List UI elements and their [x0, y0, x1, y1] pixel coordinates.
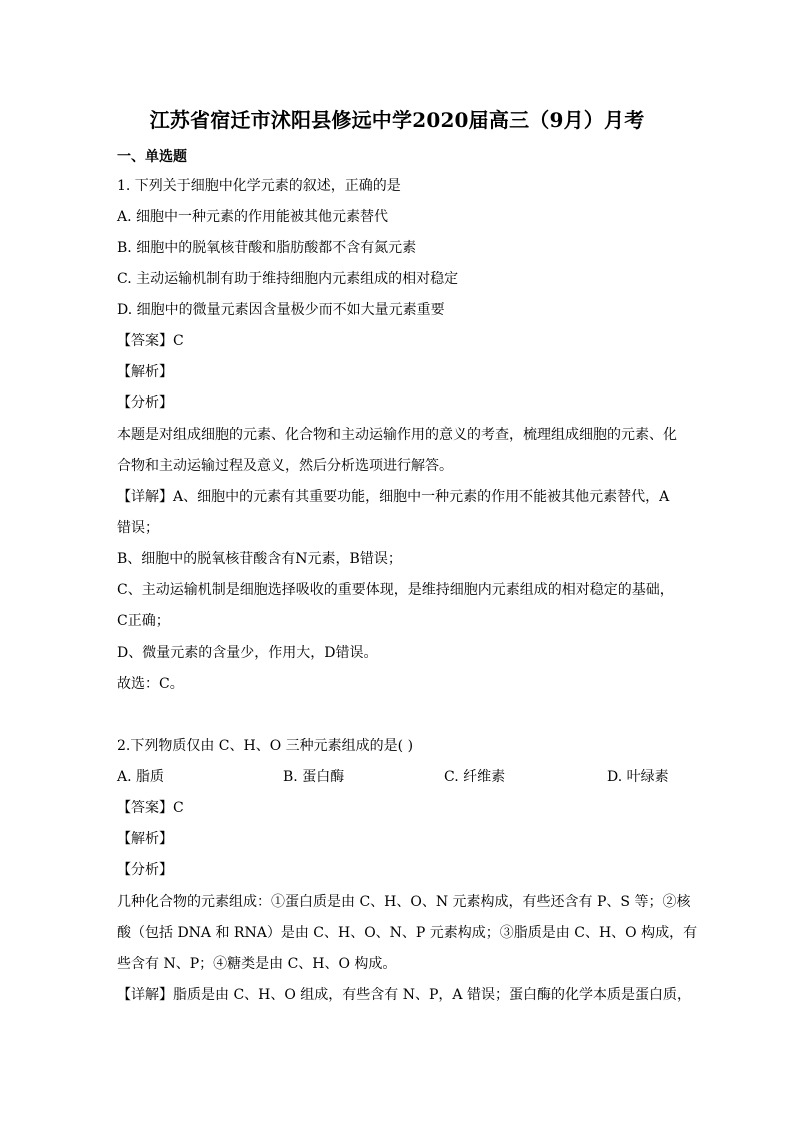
q1-conclusion: 故选：C。: [117, 676, 184, 692]
page-title: 江苏省宿迁市沭阳县修远中学2020届高三（9月）月考: [149, 108, 645, 132]
q1-analysis-tag: 【解析】: [117, 364, 173, 380]
q1-option-a: A. 细胞中一种元素的作用能被其他元素替代: [117, 209, 389, 225]
q2-fenxi-line1: 几种化合物的元素组成：①蛋白质是由 C、H、O、N 元素构成，有些还含有 P、S 等；②核: [117, 894, 691, 910]
q2-analysis-tag: 【解析】: [117, 831, 173, 847]
q2-options-row: [117, 767, 677, 787]
q1-fenxi-line1: 本题是对组成细胞的元素、化合物和主动运输作用的意义的考查，梳理组成细胞的元素、化: [117, 427, 677, 443]
q1-answer: 【答案】C: [117, 333, 184, 349]
q2-option-a: A. 脂质: [117, 769, 165, 785]
q1-detail-line3: B、细胞中的脱氧核苷酸含有N元素，B错误；: [117, 551, 402, 567]
q2-option-c: C. 纤维素: [444, 769, 506, 785]
q1-fenxi-line2: 合物和主动运输过程及意义，然后分析选项进行解答。: [117, 458, 453, 474]
q2-option-b: B. 蛋白酶: [283, 769, 345, 785]
q1-detail-line5: C正确；: [117, 613, 170, 629]
q2-detail-line1: 【详解】脂质是由 C、H、O 组成，有些含有 N、P，A 错误；蛋白酶的化学本质是蛋白质，: [117, 987, 691, 1003]
q1-detail-line1: 【详解】A、细胞中的元素有其重要功能，细胞中一种元素的作用不能被其他元素替代，A: [117, 489, 670, 505]
section-heading: 一、单选题: [117, 149, 187, 165]
q2-option-d: D. 叶绿素: [607, 769, 669, 785]
q1-detail-line6: D、微量元素的含量少，作用大，D错误。: [117, 645, 378, 661]
q1-detail-line2: 错误；: [117, 520, 159, 536]
q1-option-c: C. 主动运输机制有助于维持细胞内元素组成的相对稳定: [117, 271, 459, 287]
q2-fenxi-line2: 酸（包括 DNA 和 RNA）是由 C、H、O、N、P 元素构成；③脂质是由 C、H、O 构成，有: [117, 925, 698, 941]
q2-fenxi-line3: 些含有 N、P；④糖类是由 C、H、O 构成。: [117, 956, 397, 972]
q2-fenxi-tag: 【分析】: [117, 862, 173, 878]
q1-option-d: D. 细胞中的微量元素因含量极少而不如大量元素重要: [117, 302, 445, 318]
q1-stem: 1. 下列关于细胞中化学元素的叙述，正确的是: [117, 178, 401, 194]
q2-answer: 【答案】C: [117, 800, 184, 816]
q2-stem: 2.下列物质仅由 C、H、O 三种元素组成的是( ): [117, 738, 414, 754]
q1-detail-line4: C、主动运输机制是细胞选择吸收的重要体现，是维持细胞内元素组成的相对稳定的基础，: [117, 582, 674, 598]
q1-fenxi-tag: 【分析】: [117, 395, 173, 411]
q1-option-b: B. 细胞中的脱氧核苷酸和脂肪酸都不含有氮元素: [117, 240, 417, 256]
